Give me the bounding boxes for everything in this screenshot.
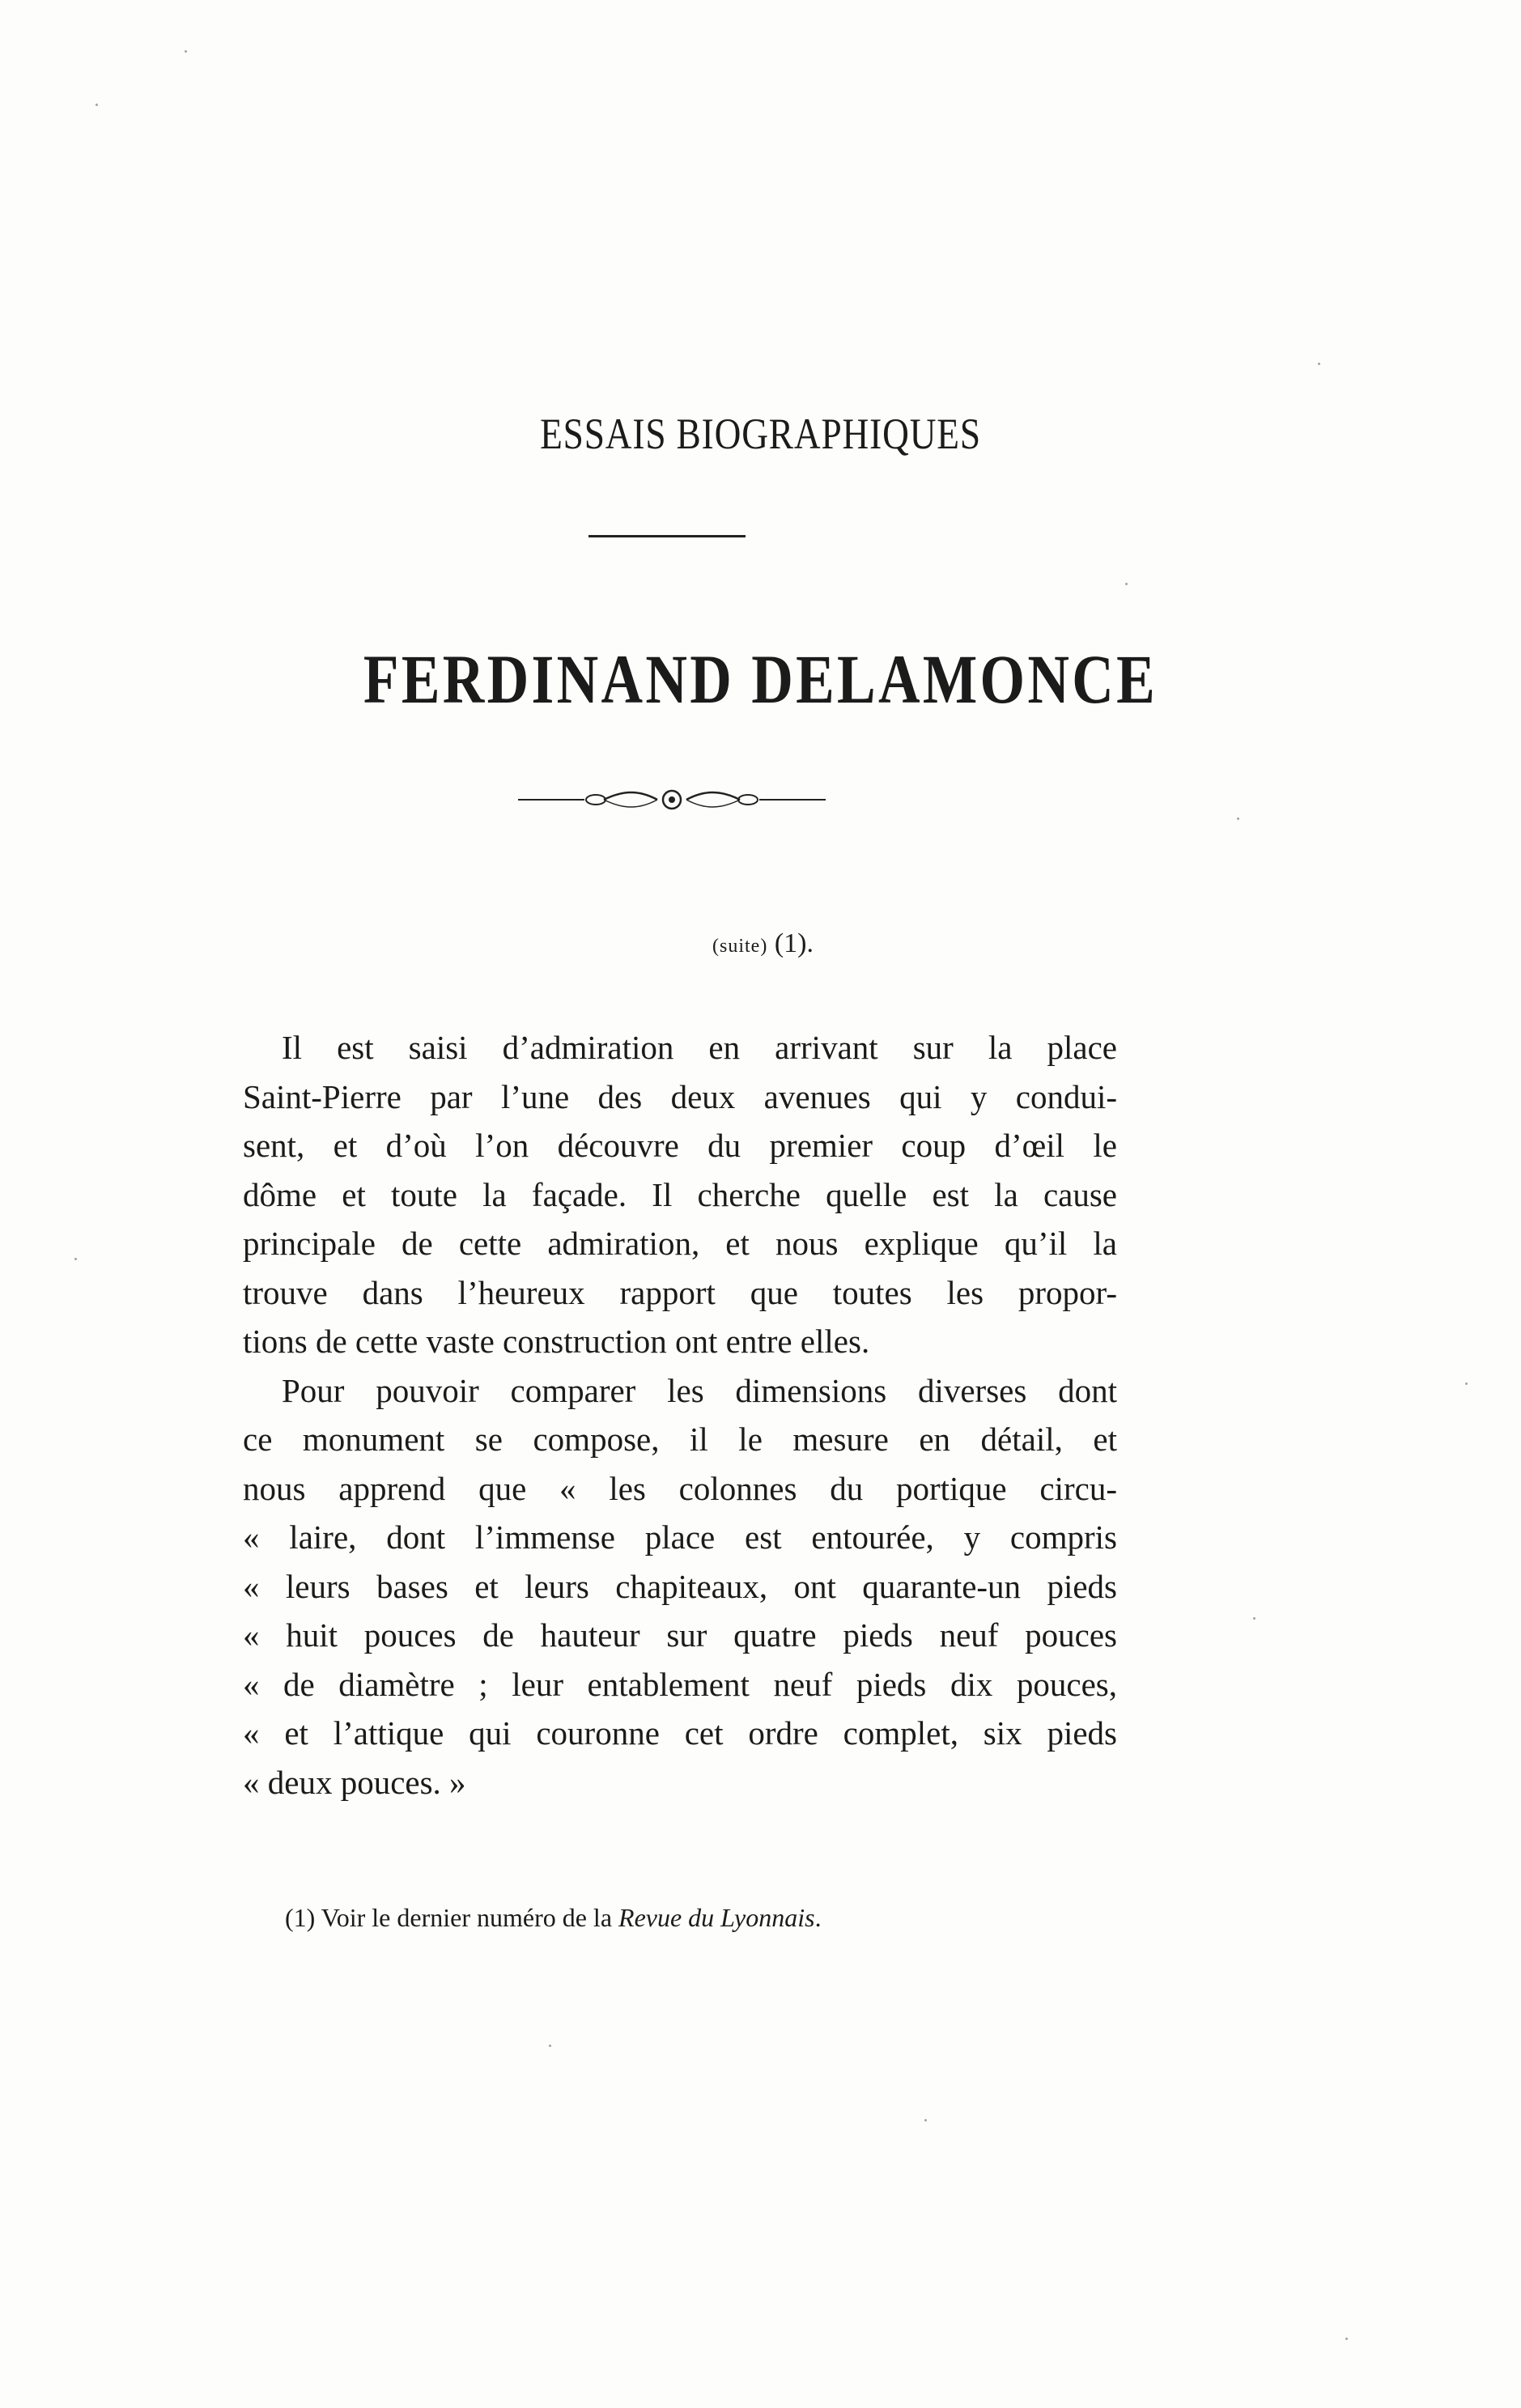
scan-speck (1253, 1617, 1255, 1620)
scan-speck (1465, 1382, 1468, 1385)
text-line: « de diamètre ; leur entablement neuf pieds dix pouces, (243, 1665, 1117, 1703)
footnote (285, 1903, 822, 1933)
text-line: trouve dans l’heureux rapport que toutes les propor- (243, 1273, 1117, 1311)
text-line: ce monument se compose, il le mesure en détail, et (243, 1421, 1117, 1458)
main-title: FERDINAND DELAMONCE (363, 640, 1158, 718)
scan-speck (74, 1258, 77, 1260)
scan-speck (1237, 818, 1239, 820)
text-line: « laire, dont l’immense place est entourée, y compris (243, 1518, 1117, 1556)
scan-speck (185, 50, 187, 53)
text-line: dôme et toute la façade. Il cherche quelle est la cause (243, 1175, 1117, 1213)
text-line: « et l’attique qui couronne cet ordre complet, six pieds (243, 1714, 1117, 1752)
text-line: Saint-Pierre par l’une des deux avenues qui y condui- (243, 1077, 1117, 1115)
text-line: « deux pouces. » (243, 1763, 466, 1801)
footnote-prefix: (1) Voir le dernier numéro de la (285, 1903, 619, 1932)
scan-speck (1318, 363, 1320, 365)
body-text (243, 1023, 1117, 1807)
footnote-journal: Revue du Lyonnais (618, 1903, 815, 1932)
title-rule (588, 535, 746, 537)
scan-speck (1125, 583, 1128, 585)
scan-speck (1345, 2338, 1348, 2340)
text-line: « huit pouces de hauteur sur quatre pieds neuf pouces (243, 1616, 1117, 1654)
footnote-suffix: . (814, 1903, 822, 1932)
scan-speck (96, 104, 98, 106)
scan-speck (924, 2119, 927, 2121)
scan-speck (549, 2045, 551, 2047)
text-line: Il est saisi d’admiration en arrivant sur la place (282, 1029, 1117, 1066)
suite-label: (suite) (712, 936, 768, 957)
text-line: nous apprend que « les colonnes du portique circu- (243, 1469, 1117, 1507)
ornament-divider-icon (518, 785, 826, 814)
continuation-marker (0, 928, 1521, 959)
text-line: tions de cette vaste construction ont entre elles. (243, 1323, 870, 1360)
text-line: « leurs bases et leurs chapiteaux, ont quarante-un pieds (243, 1567, 1117, 1605)
text-line: sent, et d’où l’on découvre du premier coup d’œil le (243, 1127, 1117, 1164)
section-title: ESSAIS BIOGRAPHIQUES (540, 410, 981, 458)
text-line: Pour pouvoir comparer les dimensions diverses dont (282, 1371, 1117, 1409)
suite-note-ref: (1). (767, 928, 814, 958)
text-line: principale de cette admiration, et nous explique qu’il la (243, 1225, 1117, 1262)
